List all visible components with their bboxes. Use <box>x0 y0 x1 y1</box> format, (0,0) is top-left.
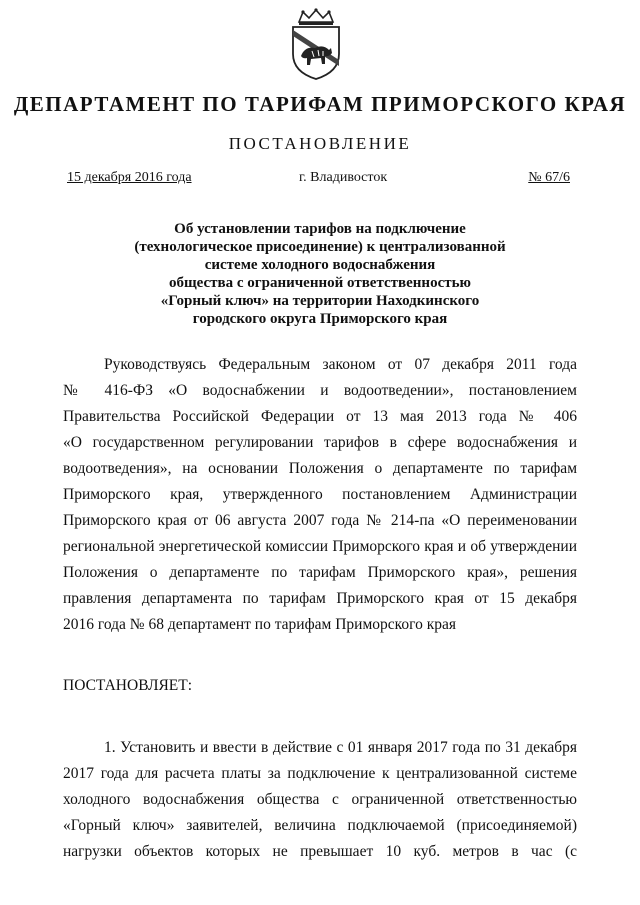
preamble-line: Руководствуясь Федеральным законом от 07 декабря 2011 года <box>104 356 577 373</box>
clause-line: «Горный ключ» заявителей, величина подключаемой (присоединяемой) <box>63 817 577 834</box>
subject-line: системе холодного водоснабжения <box>204 257 436 273</box>
document-type: ПОСТАНОВЛЕНИЕ <box>228 134 412 153</box>
preamble-line: 2016 года № 68 департамент по тарифам Приморского края <box>63 616 457 633</box>
subject-line: городского округа Приморского края <box>192 311 448 327</box>
document-number: № 67/6 <box>528 170 570 185</box>
document-subject <box>100 220 540 328</box>
preamble-line: правления департамента по тарифам Приморского края от 15 декабря <box>63 590 577 607</box>
preamble-line: Приморского края, утвержденного постановлением Администрации <box>63 486 577 503</box>
preamble-line: Приморского края от 06 августа 2007 года № 214-па «О переименовании <box>63 512 577 529</box>
document-city: г. Владивосток <box>299 170 388 185</box>
preamble-line: Положения о департаменте по тарифам Приморского края», решения <box>63 564 577 581</box>
preamble-line: № 416-ФЗ «О водоснабжении и водоотведении», постановлением <box>63 382 577 399</box>
preamble-line: «О государственном регулировании тарифов в сфере водоснабжения и <box>63 434 577 451</box>
preamble-line: водоотведения», на основании Положения о департаменте по тарифам <box>63 460 577 477</box>
coat-of-arms-icon <box>285 8 347 82</box>
subject-line: «Горный ключ» на территории Находкинского <box>160 293 480 309</box>
document-date: 15 декабря 2016 года <box>67 170 192 185</box>
clause-line: 2017 года для расчета платы за подключение к централизованной системе <box>63 765 577 782</box>
clause-line: нагрузки объектов которых не превышает 10 куб. метров в час (с <box>63 843 577 860</box>
subject-line: общества с ограниченной ответственностью <box>169 275 471 291</box>
subject-line: Об установлении тарифов на подключение <box>174 221 466 237</box>
subject-line: (технологическое присоединение) к централизованной <box>134 239 506 255</box>
resolves-heading: ПОСТАНОВЛЯЕТ: <box>63 677 193 694</box>
preamble-line: Правительства Российской Федерации от 13 мая 2013 года № 406 <box>63 408 577 425</box>
department-title: ДЕПАРТАМЕНТ ПО ТАРИФАМ ПРИМОРСКОГО КРАЯ <box>13 92 627 116</box>
preamble-line: региональной энергетической комиссии Приморского края и об утверждении <box>63 538 577 555</box>
clause-line: холодного водоснабжения общества с ограниченной ответственностью <box>63 791 577 808</box>
clause-line: 1. Установить и ввести в действие с 01 января 2017 года по 31 декабря <box>104 739 577 756</box>
